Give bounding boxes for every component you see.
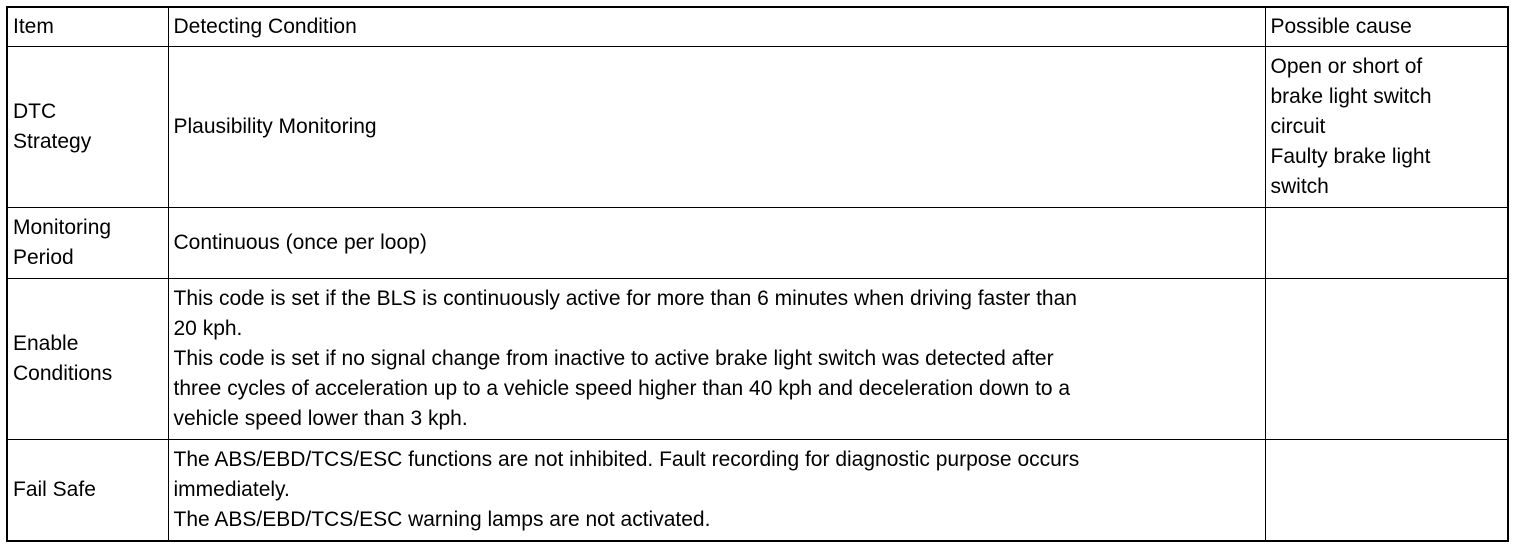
- table-row: [7, 279, 1508, 440]
- cell-condition: [168, 47, 1265, 208]
- header-item: Item: [7, 7, 168, 47]
- cell-condition: [168, 440, 1265, 542]
- dtc-table: [6, 6, 1509, 542]
- condition-line: Plausibility Monitoring: [173, 115, 377, 138]
- header-detecting-condition: Detecting Condition: [168, 7, 1265, 47]
- table-row: [7, 208, 1508, 279]
- cause-line: Open or short of: [1270, 55, 1423, 78]
- cell-condition: [168, 279, 1265, 440]
- item-line: Enable: [13, 332, 79, 355]
- cell-item: [7, 47, 168, 208]
- cell-cause: [1265, 47, 1508, 208]
- cause-line: Faulty brake light: [1270, 145, 1431, 168]
- table-header-row: [7, 7, 1508, 47]
- item-line: DTC: [13, 100, 57, 123]
- condition-line: immediately.: [173, 478, 290, 501]
- cell-condition: [168, 208, 1265, 279]
- condition-line: three cycles of acceleration up to a vehicle speed higher than 40 kph and deceleration down to a: [173, 377, 1071, 400]
- condition-line: This code is set if no signal change from inactive to active brake light switch was detected after: [173, 347, 1054, 370]
- item-line: Period: [13, 246, 74, 269]
- table-row: [7, 47, 1508, 208]
- cause-line: circuit: [1270, 115, 1326, 138]
- condition-line: vehicle speed lower than 3 kph.: [173, 407, 468, 430]
- condition-line: This code is set if the BLS is continuously active for more than 6 minutes when driving faster than: [173, 287, 1077, 310]
- cell-cause-empty: [1265, 279, 1508, 440]
- item-line: Fail Safe: [13, 478, 96, 501]
- condition-line: The ABS/EBD/TCS/ESC functions are not inhibited. Fault recording for diagnostic purpose occurs: [173, 448, 1080, 471]
- table-row: [7, 440, 1508, 542]
- condition-line: 20 kph.: [173, 317, 243, 340]
- condition-line: Continuous (once per loop): [173, 231, 427, 254]
- condition-line: The ABS/EBD/TCS/ESC warning lamps are not activated.: [173, 508, 711, 531]
- header-possible-cause: Possible cause: [1265, 7, 1508, 47]
- cell-cause-empty: [1265, 208, 1508, 279]
- cell-item: [7, 279, 168, 440]
- item-line: Strategy: [13, 130, 92, 153]
- item-line: Monitoring: [13, 216, 112, 239]
- cell-cause-empty: [1265, 440, 1508, 542]
- cause-line: switch: [1270, 175, 1329, 198]
- item-line: Conditions: [13, 362, 113, 385]
- cell-item: [7, 440, 168, 542]
- cause-line: brake light switch: [1270, 85, 1432, 108]
- cell-item: [7, 208, 168, 279]
